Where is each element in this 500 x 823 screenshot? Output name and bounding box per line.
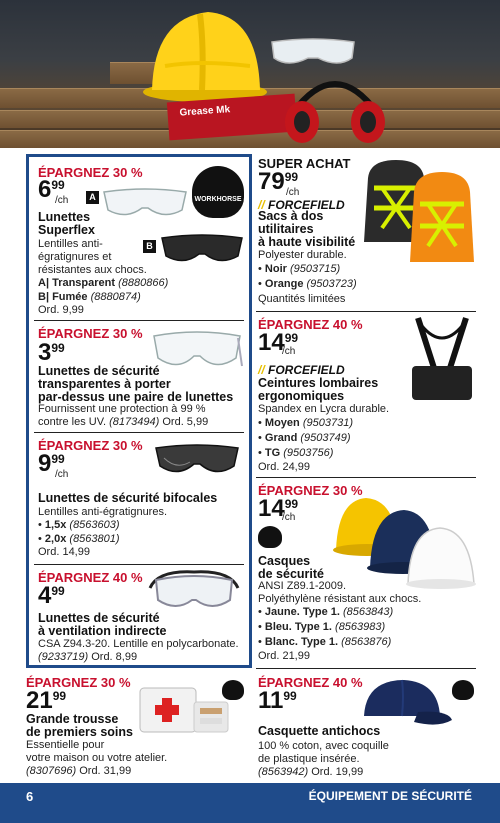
product-title: Lunettes de sécurité bifocales bbox=[38, 491, 218, 505]
price: $6^{99}$ bbox=[38, 176, 65, 203]
hard-hats-icon bbox=[330, 490, 478, 590]
product-description: ANSI Z89.1-2009. Polyéthylène résistant aux chocs. bbox=[258, 580, 422, 605]
option-b: B| Fumée (8880874) bbox=[38, 291, 141, 303]
savings-label: ÉPARGNEZ 40 % bbox=[258, 317, 363, 332]
option-3: • Blanc. Type 1. (8563876) bbox=[258, 636, 392, 648]
product-description: Fournissent une protection à 99 % contre les UV. (8173494) Ord. 5,99 bbox=[38, 403, 209, 428]
savings-label: ÉPARGNEZ 30 % bbox=[38, 165, 143, 180]
option-2: • Orange (9503723) bbox=[258, 278, 357, 290]
savings-label: ÉPARGNEZ 40 % bbox=[258, 675, 363, 690]
regular-price: Ord. 14,99 bbox=[38, 546, 90, 558]
workhorse-logo bbox=[258, 526, 282, 548]
product-title: Lunettes de sécurité à ventilation indirecte bbox=[38, 611, 167, 638]
price-unit: /ch bbox=[282, 512, 296, 523]
option-1: • Moyen (9503731) bbox=[258, 417, 353, 429]
divider bbox=[34, 432, 244, 433]
option-1: • 1,5x (8563603) bbox=[38, 519, 120, 531]
sku-and-regular-price: (9233719) Ord. 8,99 bbox=[38, 651, 138, 663]
grease-box: Grease Mk bbox=[167, 94, 297, 141]
lumbar-belt-icon bbox=[408, 316, 476, 404]
bump-cap-icon bbox=[358, 676, 454, 732]
price: $21^{99}$ bbox=[26, 687, 67, 714]
workhorse-logo bbox=[452, 680, 474, 700]
option-2: • 2,0x (8563801) bbox=[38, 533, 120, 545]
savings-label: ÉPARGNEZ 40 % bbox=[38, 570, 143, 585]
option-1: • Jaune. Type 1. (8563843) bbox=[258, 606, 394, 618]
page-number: 6 bbox=[26, 789, 34, 804]
first-aid-kit-icon bbox=[134, 680, 234, 740]
divider bbox=[34, 320, 244, 321]
option-a: A| Transparent (8880866) bbox=[38, 277, 169, 289]
smoke-glasses-icon bbox=[160, 232, 244, 268]
safety-glasses-icon bbox=[268, 36, 358, 70]
product-title: Casquette antichocs bbox=[258, 724, 381, 738]
goggles-icon bbox=[148, 566, 240, 614]
divider bbox=[256, 668, 476, 669]
product-title: Casques de sécurité bbox=[258, 554, 325, 581]
workhorse-logo bbox=[222, 680, 244, 700]
super-buy-label: SUPER ACHAT bbox=[258, 156, 351, 171]
forcefield-brand: // FORCEFIELD bbox=[258, 363, 345, 377]
option-1: • Noir (9503715) bbox=[258, 263, 341, 275]
savings-label: ÉPARGNEZ 30 % bbox=[26, 675, 131, 690]
workhorse-logo: WORKHORSE bbox=[192, 166, 244, 218]
forcefield-brand: // FORCEFIELD bbox=[258, 198, 345, 212]
product-description: Lentilles anti-égratignures. bbox=[38, 506, 168, 518]
price-unit: /ch bbox=[55, 469, 69, 480]
option-3: • TG (9503756) bbox=[258, 447, 334, 459]
product-description: Polyester durable. bbox=[258, 249, 347, 261]
price: $3^{99}$ bbox=[38, 339, 65, 366]
product-description: CSA Z94.3-20. Lentille en polycarbonate. bbox=[38, 638, 239, 650]
product-title: Grande trousse de premiers soins bbox=[26, 712, 133, 739]
hard-hat-icon bbox=[140, 6, 270, 104]
product-description: Lentilles anti- égratignures et résistantes aux chocs. bbox=[38, 238, 147, 276]
backpack-orange-icon bbox=[406, 170, 478, 266]
product-title: Sacs à dos utilitaires à haute visibilité bbox=[258, 209, 356, 249]
product-description: Essentielle pour votre maison ou votre atelier. (8307696) Ord. 31,99 bbox=[26, 739, 168, 777]
price: $4^{99}$ bbox=[38, 582, 65, 609]
clear-glasses-icon bbox=[102, 186, 188, 222]
price: $11^{99}$ bbox=[258, 687, 297, 714]
bifocal-glasses-icon bbox=[152, 440, 242, 482]
product-title: Ceintures lombaires ergonomiques bbox=[258, 376, 379, 403]
price-unit: /ch bbox=[282, 346, 296, 357]
divider bbox=[256, 477, 476, 478]
price: $14^{99}$ bbox=[258, 495, 299, 522]
option-2: • Bleu. Type 1. (8563983) bbox=[258, 621, 386, 633]
product-description: 100 % coton, avec coquille de plastique insérée. (8563942) Ord. 19,99 bbox=[258, 740, 389, 778]
variant-tag-b: B bbox=[143, 240, 156, 253]
product-description: Spandex en Lycra durable. bbox=[258, 403, 390, 415]
price: $79^{99}$ bbox=[258, 168, 299, 195]
divider bbox=[34, 564, 244, 565]
savings-label: ÉPARGNEZ 30 % bbox=[38, 438, 143, 453]
limited-note: Quantités limitées bbox=[258, 293, 346, 305]
price: $14^{99}$ bbox=[258, 329, 299, 356]
savings-label: ÉPARGNEZ 30 % bbox=[258, 483, 363, 498]
price-unit: /ch bbox=[55, 195, 69, 206]
option-2: • Grand (9503749) bbox=[258, 432, 351, 444]
earmuffs-icon bbox=[280, 68, 390, 144]
savings-label: ÉPARGNEZ 30 % bbox=[38, 326, 143, 341]
hero-banner bbox=[0, 0, 500, 148]
divider bbox=[256, 311, 476, 312]
variant-tag-a: A bbox=[86, 191, 99, 204]
regular-price: Ord. 21,99 bbox=[258, 650, 310, 662]
price: $9^{99}$ bbox=[38, 450, 65, 477]
regular-price: Ord. 24,99 bbox=[258, 461, 310, 473]
page-footer bbox=[0, 783, 500, 823]
regular-price: Ord. 9,99 bbox=[38, 304, 84, 316]
section-title: ÉQUIPEMENT DE SÉCURITÉ bbox=[308, 789, 472, 803]
price-unit: /ch bbox=[286, 187, 300, 198]
product-title: Lunettes de sécurité transparentes à porter par-dessus une paire de lunettes bbox=[38, 364, 234, 404]
product-title: Lunettes Superflex bbox=[38, 210, 95, 237]
